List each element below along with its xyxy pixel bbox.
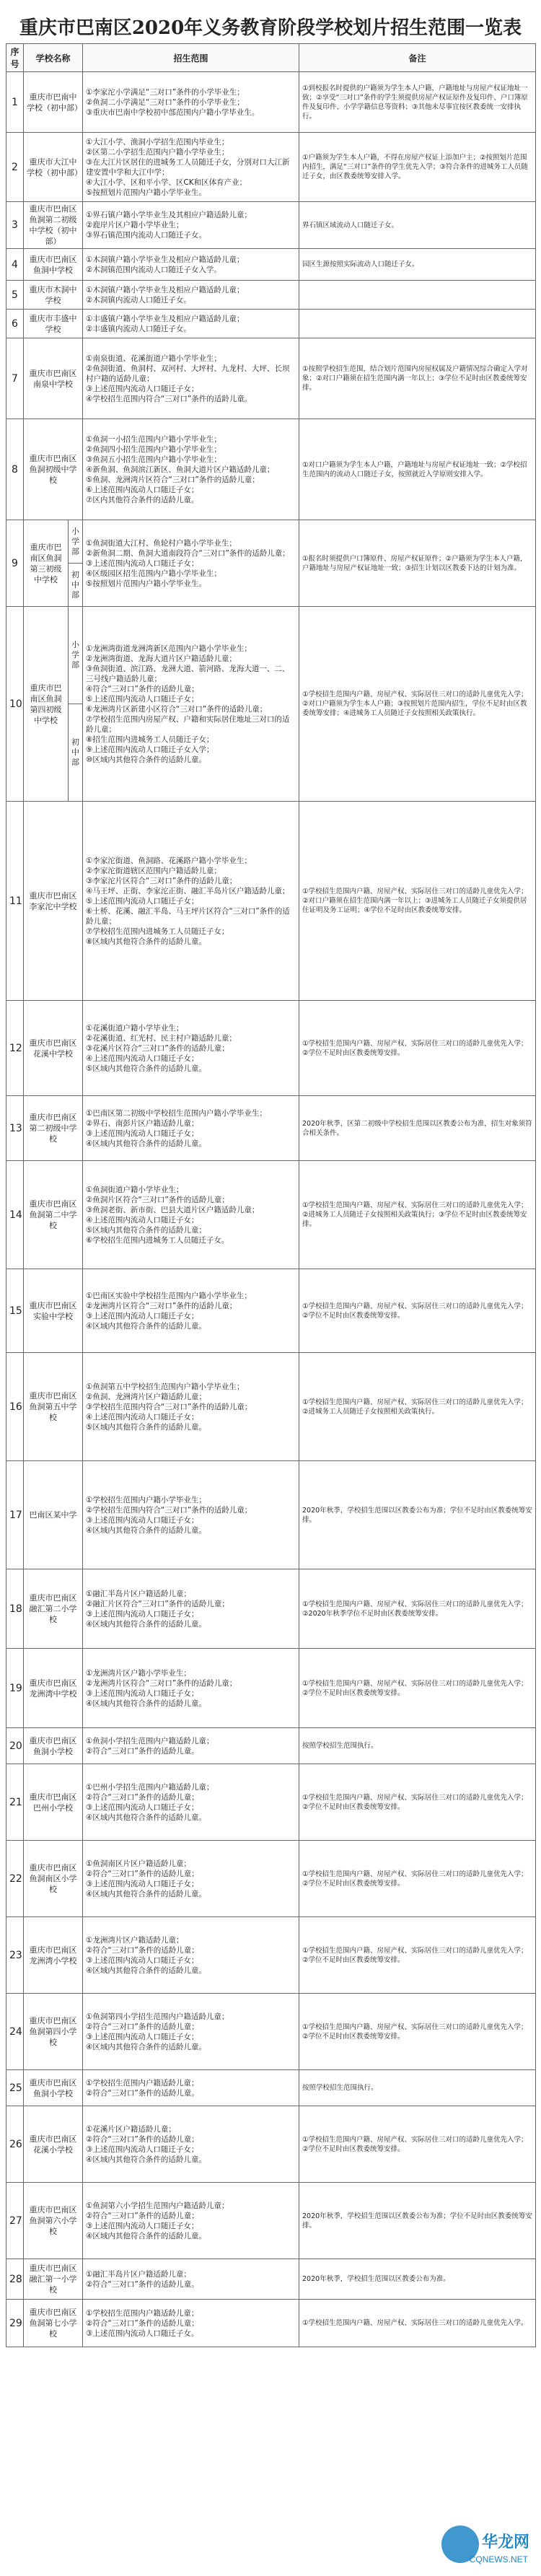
row-number: 24 — [6, 1994, 24, 2070]
scope-line: ③界石镇范围内流动人口随迁子女。 — [86, 231, 206, 240]
row-number: 17 — [6, 1461, 24, 1569]
row-number: 18 — [6, 1569, 24, 1649]
scope-line: ①花溪片区户籍适龄儿童； — [86, 2124, 176, 2134]
scope-line: ④区域内其他符合条件的适龄儿童。 — [86, 1966, 206, 1975]
remark: 按照学校招生范围执行。 — [299, 1728, 536, 1764]
enrollment-scope — [83, 338, 299, 419]
enrollment-scope — [83, 1269, 299, 1353]
scope-line: ①花溪街道户籍小学毕业生； — [86, 1023, 184, 1033]
school-name: 重庆市巴南区鱼洞第六小学校 — [24, 2183, 83, 2259]
scope-line: ③上述范围内流动人口随迁子女； — [86, 2145, 199, 2154]
scope-line: ③鱼洞街道、滨江路、龙洲大道、箭河路、龙海大道一、二、三号线户籍适龄儿童； — [86, 664, 290, 683]
table-row — [6, 1917, 536, 1994]
scope-line: ③鱼洞老街、新市街、巴县大道片区户籍适龄儿童； — [86, 1205, 260, 1214]
scope-line: ①学校招生范围内户籍适龄儿童； — [86, 2078, 199, 2087]
table-row — [6, 1161, 536, 1269]
remark: 界石镇区域流动人口随迁子女。 — [299, 202, 536, 249]
scope-line: ②龙洲湾片区符合“三对口”条件的适龄儿童； — [86, 1678, 237, 1688]
remark: ①学校招生范围内户籍、房屋产权、实际居住三对口的适龄儿童优先入学；②对口户籍须在招生范围内满一年以上；③进城务工人员随迁子女须提供居住证明及务工证明；④学位不足时由区教委统筹安排。 — [299, 802, 536, 1001]
scope-line: ③上述范围内流动人口随迁子女； — [86, 1129, 199, 1138]
scope-line: ②符合“三对口”条件的适龄儿童； — [86, 1869, 199, 1878]
scope-line: ⑦学校招生范围内房屋产权、户籍和实际居住地址三对口的适龄儿童； — [86, 714, 290, 734]
scope-line: ④区域内其他符合条件的适龄儿童。 — [86, 2155, 206, 2164]
school-name: 巴南区某中学 — [24, 1461, 83, 1569]
row-number: 27 — [6, 2183, 24, 2259]
school-name: 重庆市巴南区鱼洞中学校 — [24, 249, 83, 281]
school-name: 重庆市丰盛中学校 — [24, 310, 83, 338]
row-number: 5 — [6, 281, 24, 310]
row-number: 15 — [6, 1269, 24, 1353]
school-name: 重庆市巴南区花溪中学校 — [24, 1001, 83, 1096]
school-name: 重庆市巴南区鱼洞第三初级中学校 — [24, 520, 69, 607]
scope-line: ④区域内其他符合条件的适龄儿童。 — [86, 1813, 206, 1822]
row-number: 1 — [6, 72, 24, 133]
scope-line: ②符合“三对口”条件的适龄儿童； — [86, 2211, 199, 2220]
table-row — [6, 802, 536, 1001]
remark — [299, 281, 536, 310]
enrollment-scope — [83, 1917, 299, 1994]
scope-line: ⑥上述范围内流动人口随迁子女； — [86, 485, 199, 494]
row-number: 11 — [6, 802, 24, 1001]
scope-line: ②龙洲湾片区符合“三对口”条件的适龄儿童； — [86, 1301, 237, 1310]
school-section: 小学部 — [69, 520, 83, 564]
scope-line: ①李家沱街道、鱼洞路、花溪路户籍小学毕业生； — [86, 856, 252, 865]
table-row — [6, 202, 536, 249]
school-name: 重庆市巴南区鱼洞小学校 — [24, 1728, 83, 1764]
watermark-logo — [434, 2523, 535, 2573]
scope-line: ③上述范围内流动人口随迁子女； — [86, 1688, 199, 1698]
table-row — [6, 338, 536, 419]
scope-line: ⑧区域内其他符合条件的适龄儿童。 — [86, 937, 206, 946]
remark: 2020年秋季，区第二初级中学校招生范围以区教委公布为准，招生对象须符合相关条件。 — [299, 1096, 536, 1161]
scope-line: ⑥龙洲湾片区新建小区符合“三对口”条件的适龄儿童； — [86, 704, 268, 714]
enrollment-scope — [83, 2259, 299, 2300]
scope-line: ①李家沱小学满足“三对口”条件的小学毕业生； — [86, 87, 245, 97]
scope-line: ①鱼洞街道大江村、鱼轮村户籍小学毕业生； — [86, 538, 237, 548]
scope-line: ①鱼洞街道户籍小学毕业生； — [86, 1185, 184, 1194]
school-name: 重庆市巴南区鱼洞初级中学校 — [24, 419, 83, 520]
scope-line: ①大江小学、渔洞小学招生范围内毕业生； — [86, 137, 229, 146]
school-name: 重庆市巴南区花溪小学校 — [24, 2106, 83, 2183]
table-row — [6, 1841, 536, 1917]
scope-line: ③上述范围内流动人口随迁子女； — [86, 384, 199, 393]
school-section: 初中部 — [69, 704, 83, 802]
scope-line: ③重庆市巴南中学校初中部范围内户籍小学毕业生。 — [86, 108, 260, 117]
enrollment-scope — [83, 1994, 299, 2070]
remark: ①学校招生范围内户籍、房屋产权、实际居住三对口的适龄儿童优先入学；②学位不足时由区教委统筹安排。 — [299, 1841, 536, 1917]
enrollment-scope — [83, 1764, 299, 1841]
scope-line: ⑤区域内其他符合条件的适龄儿童。 — [86, 1422, 206, 1432]
scope-line: ②区第二小学招生范围内户籍小学毕业生； — [86, 147, 229, 157]
table-row — [6, 1353, 536, 1461]
table-row — [6, 2183, 536, 2259]
row-number: 21 — [6, 1764, 24, 1841]
remark: ①学校招生范围内户籍、房屋产权、实际居住三对口的适龄儿童优先入学；②学位不足时由区教委统筹安排。 — [299, 1269, 536, 1353]
remark: ①学校招生范围内户籍、房屋产权、实际居住三对口的适龄儿童优先入学。 — [299, 2300, 536, 2347]
scope-line: ③上述范围内流动人口随迁子女； — [86, 1311, 199, 1320]
header-remark: 备注 — [299, 44, 536, 72]
remark: ①学校招生范围内户籍、房屋产权、实际居住三对口的适龄儿童优先入学；②学位不足时由区教委统筹安排。 — [299, 1001, 536, 1096]
scope-line: ①南泉街道、花溪街道户籍小学毕业生； — [86, 354, 221, 363]
school-name: 重庆市巴南区鱼洞南区小学校 — [24, 1841, 83, 1917]
remark: ①户籍须为学生本人户籍，不得在房屋产权证上添加户主；②按照划片范围内招生，满足“三对口”条件的学生优先入学；③符合条件的进城务工人员随迁子女，由区教委统筹安排入学。 — [299, 133, 536, 202]
scope-line: ②符合“三对口”条件的适龄儿童； — [86, 2318, 199, 2328]
table-row — [6, 520, 536, 564]
table-row — [6, 310, 536, 338]
header-scope: 招生范围 — [83, 44, 299, 72]
scope-line: ①巴州小学招生范围内户籍适龄儿童； — [86, 1782, 214, 1792]
scope-line: ④符合“三对口”条件的适龄儿童； — [86, 684, 199, 693]
scope-line: ③上述范围内流动人口随迁子女； — [86, 2032, 199, 2041]
scope-line: ⑤上述范围内流动人口随迁子女； — [86, 694, 199, 704]
row-number: 6 — [6, 310, 24, 338]
scope-line: ①巴南区实验中学校招生范围内户籍小学毕业生； — [86, 1291, 252, 1300]
scope-line: ⑤鱼洞、龙洲湾片区符合“三对口”条件的适龄儿童； — [86, 475, 260, 484]
school-name: 重庆市巴南区龙洲湾小学校 — [24, 1917, 83, 1994]
header-no: 序号 — [6, 44, 24, 72]
remark: ①学校招生范围内户籍、房屋产权、实际居住三对口的适龄儿童优先入学；②学位不足时由区教委统筹安排。 — [299, 1917, 536, 1994]
school-name: 重庆市巴南区巴州小学校 — [24, 1764, 83, 1841]
school-name: 重庆市木洞中学校 — [24, 281, 83, 310]
scope-line: ④学校招生范围内符合“三对口”条件的适龄儿童。 — [86, 394, 252, 403]
scope-line: ②鱼洞、龙洲湾片区户籍适龄儿童； — [86, 1392, 206, 1401]
remark: ①学校招生范围内户籍、房屋产权、实际居住三对口的适龄儿童优先入学；②学位不足时由区教委统筹安排。 — [299, 1994, 536, 2070]
row-number: 13 — [6, 1096, 24, 1161]
school-name: 重庆市巴南区实验中学校 — [24, 1269, 83, 1353]
scope-line: ④上述范围内流动人口随迁子女； — [86, 1053, 199, 1063]
scope-line: ③上述范围内流动人口随迁子女。 — [86, 2329, 199, 2338]
scope-line: ②符合“三对口”条件的适龄儿童。 — [86, 2088, 199, 2098]
enrollment-scope — [83, 310, 299, 338]
scope-line: ②学校招生范围内符合“三对口”条件的适龄儿童； — [86, 1505, 252, 1515]
enrollment-scope — [83, 133, 299, 202]
scope-line: ③在大江片区居住的进城务工人员随迁子女，分别对口大江新建安置中学和大江中学； — [86, 157, 290, 177]
row-number: 8 — [6, 419, 24, 520]
remark: 2020年秋季，学校招生范围以区教委公布为准。 — [299, 2259, 536, 2300]
enrollment-scope — [83, 1161, 299, 1269]
scope-line: ④新鱼洞、鱼洞滨江新区、鱼洞大道片区户籍适龄儿童； — [86, 465, 275, 474]
scope-line: ①学校招生范围内户籍小学毕业生； — [86, 1495, 206, 1504]
table-row — [6, 1269, 536, 1353]
enrollment-scope — [83, 202, 299, 249]
remark: 2020年秋季，学校招生范围以区教委公布为准；学位不足时由区教委统筹安排。 — [299, 2183, 536, 2259]
table-row — [6, 1569, 536, 1649]
enrollment-scope — [83, 2106, 299, 2183]
watermark-url: CQNEWS.NET — [469, 2554, 528, 2564]
scope-line: ②鱼洞街道、鱼洞村、双河村、大坪村、九龙村、大坪、长坝村户籍的适龄儿童； — [86, 364, 290, 383]
scope-line: ③上述范围内流动人口随迁子女； — [86, 1515, 199, 1525]
scope-line: ①融汇半岛片区户籍适龄儿童； — [86, 1589, 191, 1598]
scope-line: ②木洞镇内流动人口随迁子女。 — [86, 295, 191, 305]
enrollment-scope — [83, 2070, 299, 2106]
scope-line: ①学校招生范围内户籍适龄儿童； — [86, 2308, 199, 2318]
remark: ①学校招生范围内户籍、房屋产权、实际居住三对口的适龄儿童优先入学；②学位不足时由区教委统筹安排。 — [299, 1764, 536, 1841]
scope-line: ③上述范围内流动人口随迁子女； — [86, 1879, 199, 1888]
remark: ①学校招生范围内户籍、房屋产权、实际居住三对口的适龄儿童优先入学；②学位不足时由区教委统筹安排。 — [299, 1649, 536, 1728]
scope-line: ③上述范围内流动人口随迁子女； — [86, 2221, 199, 2230]
scope-line: ③鱼洞五小招生范围内户籍小学毕业生； — [86, 455, 221, 464]
scope-line: ②鹿岸片区户籍小学毕业生； — [86, 221, 184, 229]
row-number: 26 — [6, 2106, 24, 2183]
school-name: 重庆市大江中学校（初中部） — [24, 133, 83, 202]
scope-line: ②鱼洞二小学满足“三对口”条件的小学毕业生； — [86, 97, 245, 107]
school-section: 小学部 — [69, 607, 83, 704]
scope-line: ⑦学校招生范围内进城务工人员随迁子女； — [86, 926, 229, 936]
remark: ①学校招生范围内户籍、房屋产权、实际居住三对口的适龄儿童优先入学；②进城务工人员随迁子女按照相关政策执行。 — [299, 1353, 536, 1461]
enrollment-scope — [83, 1353, 299, 1461]
scope-line: ①龙洲湾片区户籍适龄儿童； — [86, 1935, 184, 1945]
row-number: 19 — [6, 1649, 24, 1728]
remark: ①学校招生范围内户籍、房屋产权、实际居住三对口的适龄儿童优先入学；②进城务工人员随迁子女按照相关政策执行；③学位不足时由区教委统筹安排。 — [299, 1161, 536, 1269]
scope-line: ①木洞镇户籍小学毕业生及相应户籍适龄儿童； — [86, 255, 245, 264]
table-row — [6, 72, 536, 133]
enrollment-scope — [83, 249, 299, 281]
scope-line: ③学校招生范围内符合“三对口”条件的适龄儿童； — [86, 1402, 252, 1411]
table-row — [6, 1764, 536, 1841]
school-name: 重庆市巴南区鱼洞第七小学校 — [24, 2300, 83, 2347]
table-row — [6, 1096, 536, 1161]
enrollment-scope — [83, 802, 299, 1001]
school-name: 重庆市巴南中学校（初中部） — [24, 72, 83, 133]
enrollment-scope — [83, 2300, 299, 2347]
scope-line: ②界石、南彭片区户籍适龄儿童； — [86, 1118, 199, 1128]
scope-line: ④区域内其他符合条件的适龄儿童。 — [86, 2231, 206, 2240]
school-name: 重庆市巴南区鱼洞第二中学校 — [24, 1161, 83, 1269]
remark: ①报名时须提供户口簿原件、房屋产权证原件；②户籍须为学生本人户籍，户籍地址与房屋产权证地址一致；③招生计划以区教委下达的计划为准。 — [299, 520, 536, 607]
scope-line: ⑤按照划片范围内户籍小学毕业生。 — [86, 188, 206, 197]
table-row — [6, 249, 536, 281]
scope-line: ①鱼洞第五中学校招生范围内户籍小学毕业生； — [86, 1382, 245, 1391]
remark: ①学校招生范围内户籍、房屋产权、实际居住三对口的适龄儿童优先入学；②对口户籍须为学生本人户籍；③按照划片范围内招生，学位不足时由区教委统筹安排；④进城务工人员随迁子女按照相关政策执行。 — [299, 607, 536, 802]
remark: ①按照学校招生范围，结合划片范围内房屋权属及户籍情况综合确定入学对象；②对口户籍须在招生范围内满一年以上；③学位不足时由区教委统筹安排。 — [299, 338, 536, 419]
scope-line: ②木洞镇范围内流动人口随迁子女入学。 — [86, 265, 221, 274]
school-name: 重庆市巴南区鱼洞第四初级中学校 — [24, 607, 69, 802]
scope-line: ①鱼洞南区片区户籍适龄儿童； — [86, 1859, 191, 1868]
school-section: 初中部 — [69, 564, 83, 607]
scope-line: ⑧招生范围内进城务工人员随迁子女； — [86, 735, 214, 744]
scope-line: ①巴南区第二初级中学校招生范围内户籍小学毕业生； — [86, 1108, 267, 1118]
table-row — [6, 133, 536, 202]
table-row — [6, 419, 536, 520]
row-number: 4 — [6, 249, 24, 281]
remark: ①对口户籍须为学生本人户籍，户籍地址与房屋产权证地址一致；②学校招生范围内的流动人口随迁子女，按照就近入学原则安排入学。 — [299, 419, 536, 520]
row-number: 10 — [6, 607, 24, 802]
scope-line: ④上述范围内流动人口随迁子女； — [86, 1412, 199, 1421]
table-row — [6, 2259, 536, 2300]
scope-line: ③上述范围内流动人口随迁子女； — [86, 1609, 199, 1618]
scope-line: ⑨上述范围内流动人口随迁子女入学； — [86, 745, 214, 754]
scope-line: ⑤区域内其他符合条件的适龄儿童。 — [86, 1064, 206, 1073]
scope-line: ②融汇片区符合“三对口”条件的适龄儿童； — [86, 1599, 229, 1608]
enrollment-scope — [83, 1649, 299, 1728]
header-school: 学校名称 — [24, 44, 83, 72]
enrollment-scope — [83, 1728, 299, 1764]
scope-line: ④区域内其他符合条件的适龄儿童。 — [86, 1619, 206, 1629]
school-name: 重庆市巴南区融汇第二小学校 — [24, 1569, 83, 1649]
remark: 园区生源按照实际流动人口随迁子女。 — [299, 249, 536, 281]
scope-line: ④区域内其他符合条件的适龄儿童。 — [86, 1889, 206, 1898]
scope-line: ⑥学校招生范围内进城务工人员随迁子女。 — [86, 1235, 229, 1245]
row-number: 2 — [6, 133, 24, 202]
scope-line: ①木洞镇户籍小学毕业生及相应户籍适龄儿童； — [86, 285, 245, 294]
remark: ①学校招生范围内户籍、房屋产权、实际居住三对口的适龄儿童优先入学；②2020年秋季学位不足时由区教委统筹安排。 — [299, 1569, 536, 1649]
row-number: 3 — [6, 202, 24, 249]
remark: ①到校报名时提供的户籍须为学生本人户籍，户籍地址与房屋产权证地址一致；②享受“三对口”条件的学生须提供房屋产权证原件及复印件、户口簿原件及复印件、小学学籍信息等资料；③其他未尽事宜按区教委统一安排执行。 — [299, 72, 536, 133]
scope-line: ⑤按照划片范围内户籍小学毕业生。 — [86, 579, 206, 588]
scope-line: ②符合“三对口”条件的适龄儿童； — [86, 2022, 199, 2031]
scope-line: ②符合“三对口”条件的适龄儿童； — [86, 1945, 199, 1955]
enrollment-scope — [83, 1461, 299, 1569]
scope-line: ②花溪街道、红光村、民主村户籍适龄儿童； — [86, 1033, 237, 1043]
scope-line: ④大江小学、区和平小学、区CK和区体育产业； — [86, 178, 247, 187]
table-row — [6, 1649, 536, 1728]
table-row — [6, 2070, 536, 2106]
scope-line: ①鱼洞一小招生范围内户籍小学毕业生； — [86, 434, 221, 444]
scope-line: ②符合“三对口”条件的适龄儿童。 — [86, 2279, 199, 2289]
row-number: 28 — [6, 2259, 24, 2300]
school-name: 重庆市巴南区第二初级中学校 — [24, 1096, 83, 1161]
watermark-brand: 华龙网 — [481, 2533, 529, 2551]
row-number: 29 — [6, 2300, 24, 2347]
scope-line: ③上述范围内流动人口随迁子女； — [86, 1802, 199, 1812]
row-number: 7 — [6, 338, 24, 419]
scope-line: ⑦区内其他符合条件的适龄儿童。 — [86, 495, 199, 504]
row-number: 25 — [6, 2070, 24, 2106]
school-name: 重庆市巴南区融汇第一小学校 — [24, 2259, 83, 2300]
row-number: 9 — [6, 520, 24, 607]
table-row — [6, 1461, 536, 1569]
scope-line: ②李家沱街道辖区范围内户籍适龄儿童； — [86, 866, 221, 875]
enrollment-scope — [83, 520, 299, 607]
scope-line: ④区级园区招生范围内户籍小学毕业生； — [86, 569, 221, 578]
scope-line: ②符合“三对口”条件的适龄儿童。 — [86, 1746, 199, 1756]
scope-line: ⑥土桥、花溪、融汇半岛、马王坪片区符合“三对口”条件的适龄儿童； — [86, 906, 290, 926]
scope-line: ④区域内其他符合条件的适龄儿童。 — [86, 2042, 206, 2051]
scope-line: ②符合“三对口”条件的适龄儿童； — [86, 1792, 199, 1802]
scope-line: ④区域内其他符合条件的适龄儿童。 — [86, 1699, 206, 1708]
enrollment-scope — [83, 2183, 299, 2259]
row-number: 23 — [6, 1917, 24, 1994]
table-row — [6, 607, 536, 704]
enrollment-table — [6, 43, 536, 2347]
enrollment-scope — [83, 281, 299, 310]
scope-line: ①界石镇户籍小学毕业生及其相应户籍适龄儿童； — [86, 211, 252, 219]
school-name: 重庆市巴南区李家沱中学校 — [24, 802, 83, 1001]
scope-line: ①鱼洞小学招生范围内户籍适龄儿童； — [86, 1736, 214, 1745]
school-name: 重庆市巴南区鱼洞第四小学校 — [24, 1994, 83, 2070]
scope-line: ①龙洲湾片区户籍小学毕业生； — [86, 1668, 191, 1678]
scope-line: ④区域内其他符合条件的适龄儿童。 — [86, 1321, 206, 1331]
remark — [299, 310, 536, 338]
table-row — [6, 1994, 536, 2070]
table-row — [6, 2106, 536, 2183]
school-name: 重庆市巴南区鱼洞第二初级中学校（初中部） — [24, 202, 83, 249]
enrollment-scope — [83, 1841, 299, 1917]
row-number: 12 — [6, 1001, 24, 1096]
school-name: 重庆市巴南区龙洲湾中学校 — [24, 1649, 83, 1728]
remark: 2020年秋季，学校招生范围以区教委公布为准；学位不足时由区教委统筹安排。 — [299, 1461, 536, 1569]
school-name: 重庆市巴南区南泉中学校 — [24, 338, 83, 419]
row-number: 20 — [6, 1728, 24, 1764]
school-name: 重庆市巴南区鱼洞第五中学校 — [24, 1353, 83, 1461]
enrollment-scope — [83, 72, 299, 133]
row-number: 22 — [6, 1841, 24, 1917]
enrollment-scope — [83, 607, 299, 802]
scope-line: ④上述范围内流动人口随迁子女； — [86, 1215, 199, 1225]
remark: ①学校招生范围内户籍、房屋产权、实际居住三对口的适龄儿童优先入学；②学位不足时由区教委统筹安排。 — [299, 2106, 536, 2183]
row-number: 16 — [6, 1353, 24, 1461]
scope-line: ④区域内其他符合条件的适龄儿童。 — [86, 1525, 206, 1535]
table-row — [6, 1728, 536, 1764]
table-row — [6, 1001, 536, 1096]
scope-line: ②龙洲湾街道、龙海大道片区户籍适龄儿童； — [86, 654, 237, 663]
scope-line: ⑤上述范围内流动人口随迁子女； — [86, 896, 199, 906]
scope-line: ⑤区域内其他符合条件的适龄儿童； — [86, 1225, 206, 1235]
enrollment-scope — [83, 1001, 299, 1096]
scope-line: ①鱼洞第四小学招生范围内户籍适龄儿童； — [86, 2012, 229, 2021]
scope-line: ④区域内其他符合条件的适龄儿童。 — [86, 1139, 206, 1148]
scope-line: ②丰盛镇内流动人口随迁子女。 — [86, 324, 191, 333]
scope-line: ①融汇半岛片区户籍适龄儿童； — [86, 2269, 191, 2279]
scope-line: ②鱼洞四小招生范围内户籍小学毕业生； — [86, 444, 221, 454]
scope-line: ①丰盛镇户籍小学毕业生及相应户籍适龄儿童； — [86, 314, 245, 323]
scope-line: ③李家沱片区符合“三对口”条件的适龄儿童； — [86, 876, 237, 885]
scope-line: ②新鱼洞二期、鱼洞大道南段符合“三对口”条件的适龄儿童； — [86, 548, 290, 558]
enrollment-scope — [83, 419, 299, 520]
school-name: 重庆市巴南区鱼洞小学校 — [24, 2070, 83, 2106]
enrollment-scope — [83, 1096, 299, 1161]
enrollment-scope — [83, 1569, 299, 1649]
scope-line: ②鱼洞片区符合“三对口”条件的适龄儿童； — [86, 1195, 229, 1204]
remark: 按照学校招生范围执行。 — [299, 2070, 536, 2106]
table-row — [6, 281, 536, 310]
scope-line: ①龙洲湾街道龙洲湾新区范围内户籍小学毕业生； — [86, 644, 252, 653]
scope-line: ③上述范围内流动人口随迁子女； — [86, 1955, 199, 1965]
scope-line: ③上述范围内流动人口随迁子女； — [86, 558, 199, 568]
table-header-row — [6, 44, 536, 72]
scope-line: ①鱼洞第六小学招生范围内户籍适龄儿童； — [86, 2201, 229, 2210]
scope-line: ④马王坪、正街、李家沱正街、融汇半岛片区户籍适龄儿童； — [86, 886, 290, 895]
scope-line: ⑩区域内其他符合条件的适龄儿童。 — [86, 755, 206, 764]
scope-line: ③花溪片区符合“三对口”条件的适龄儿童； — [86, 1043, 229, 1053]
page-title: 重庆市巴南区2020年义务教育阶段学校划片招生范围一览表 — [19, 17, 522, 39]
scope-line: ②符合“三对口”条件的适龄儿童； — [86, 2134, 199, 2144]
table-row — [6, 2300, 536, 2347]
row-number: 14 — [6, 1161, 24, 1269]
